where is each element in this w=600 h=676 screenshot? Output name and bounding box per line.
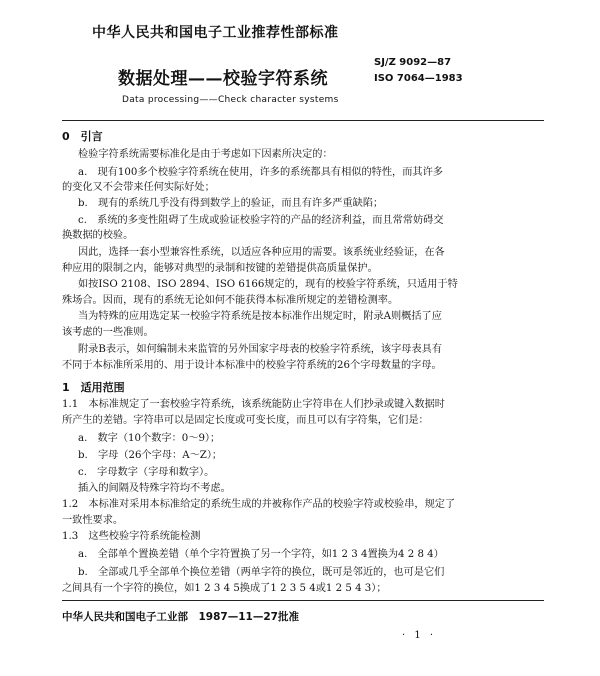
iso-number: ISO 7064—1983	[374, 73, 463, 84]
list-item: b. 全部或几乎全部单个换位差错（两单字符的换位，既可是邻近的，也可是它们	[78, 567, 445, 578]
paragraph-line: 1.3 这些校验字符系统能检测	[62, 531, 201, 542]
paragraph-line: 不同于本标准所采用的、用于设计本标准中的校验字符系统的26个字母数量的字母。	[62, 360, 442, 371]
document-title: 数据处理——校验字符系统	[118, 69, 328, 89]
document-title-english: Data processing——Check character systems	[122, 95, 339, 105]
paragraph-line: c. 系统的多变性阻碍了生成或验证校验字符的产品的经济利益，而且常常妨碍交	[78, 215, 444, 226]
paragraph-line: 殊场合。因而，现有的系统无论如何不能获得本标准所规定的差错检测率。	[62, 295, 399, 306]
section-0-heading: 0 引言	[62, 130, 103, 143]
header-rule	[62, 120, 544, 121]
paragraph-line: 1.2 本标准对采用本标准给定的系统生成的并被称作产品的校验字符或校验串，规定了	[62, 499, 456, 510]
paragraph-line: 的变化又不会带来任何实际好处；	[62, 182, 215, 193]
paragraph-line: 如按ISO 2108、ISO 2894、ISO 6166规定的，现有的校验字符系统，只适用于特	[78, 279, 458, 290]
list-item: c. 字母数字（字母和数字）。	[78, 467, 215, 478]
paragraph-line: 该考虑的一些准则。	[62, 327, 154, 338]
paragraph-line: 1.1 本标准规定了一套校验字符系统，该系统能防止字符串在人们抄录或键入数据时	[62, 399, 445, 410]
footer-rule	[62, 600, 544, 601]
section-1-heading: 1 适用范围	[62, 381, 125, 394]
paragraph-line: b. 现有的系统几乎没有得到数学上的验证，而且有许多严重缺陷；	[78, 198, 384, 209]
list-item: a. 全部单个置换差错（单个字符置换了另一个字符，如1 2 3 4置换为4 2 8 4）	[78, 549, 444, 560]
approval-line: 中华人民共和国电子工业部 1987—11—27批准	[62, 611, 299, 623]
paragraph-line: 换数据的校验。	[62, 230, 134, 241]
page-number: · 1 ·	[402, 630, 437, 641]
paragraph-line: 当为特殊的应用选定某一校验字符系统是按本标准作出规定时，附录A则概括了应	[78, 311, 442, 322]
paragraph-line: 种应用的限制之内，能够对典型的录制和按键的差错提供高质量保护。	[62, 263, 378, 274]
standard-number: SJ/Z 9092—87	[374, 57, 452, 68]
paragraph-line: 附录B表示，如何编制未来监管的另外国家字母表的校验字符系统，该字母表具有	[78, 344, 443, 355]
standard-org-header: 中华人民共和国电子工业推荐性部标准	[92, 25, 339, 41]
paragraph-line: 因此，选择一套小型兼容性系统，以适应各种应用的需要。该系统业经验证，在各	[78, 247, 445, 258]
paragraph-line: 一致性要求。	[62, 515, 124, 526]
list-item: a. 数字（10个数字：0～9）；	[78, 433, 221, 444]
paragraph-line: 之间具有一个字符的换位，如1 2 3 4 5换成了1 2 3 5 4或1 2 5 4 3）；	[62, 583, 387, 594]
paragraph-line: 所产生的差错。字符串可以是固定长度或可变长度，而且可以有字符集，它们是：	[62, 415, 429, 426]
paragraph-line: 插入的间隔及特殊字符均不考虑。	[78, 483, 231, 494]
paragraph-line: a. 现有100多个校验字符系统在使用，许多的系统都具有相似的特性，而其许多	[78, 167, 443, 178]
list-item: b. 字母（26个字母：A～Z）；	[78, 450, 223, 461]
paragraph-line: 检验字符系统需要标准化是由于考虑如下因素所决定的：	[78, 149, 333, 160]
